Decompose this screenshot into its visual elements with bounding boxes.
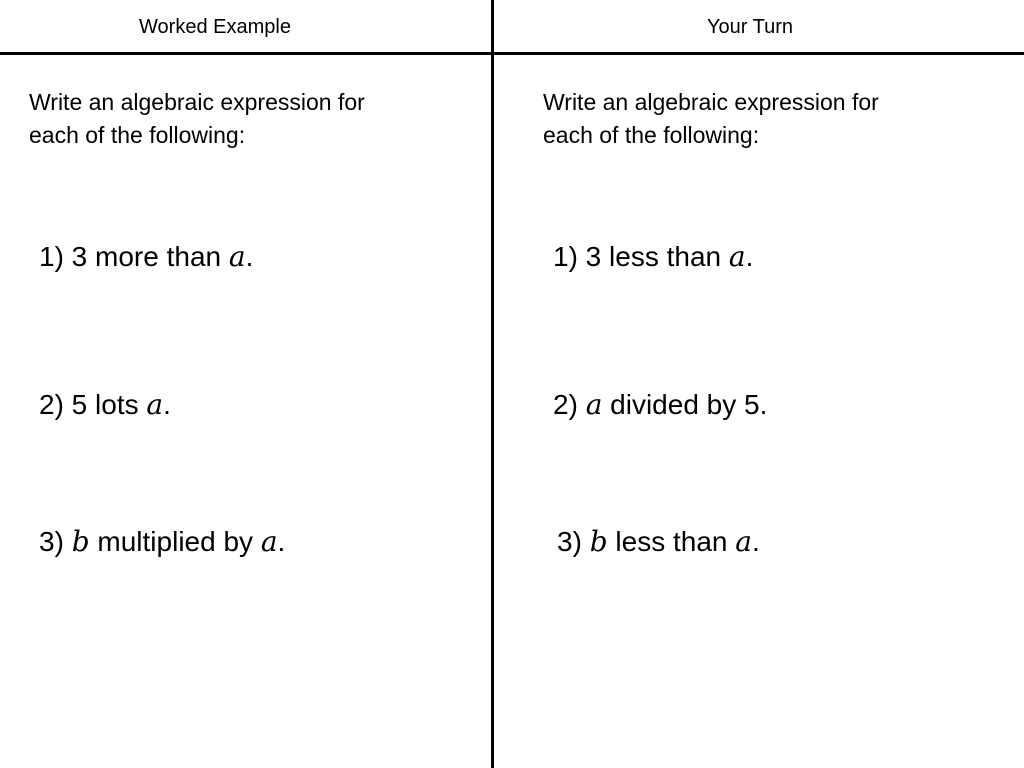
right-q3-variable-2: a xyxy=(735,525,752,558)
left-question-1 xyxy=(39,240,253,274)
left-q1-prefix: 1) 3 more than xyxy=(39,241,229,272)
header-divider xyxy=(0,52,1024,55)
right-q3-variable-1: b xyxy=(589,525,608,558)
your-turn-header: Your Turn xyxy=(707,16,793,38)
left-instruction xyxy=(29,86,429,152)
right-q1-prefix: 1) 3 less than xyxy=(553,241,729,272)
left-q2-prefix: 2) 5 lots xyxy=(39,389,147,420)
column-divider xyxy=(491,0,494,768)
right-q3-prefix: 3) xyxy=(557,526,590,557)
left-instruction-line-1: Write an algebraic expression for xyxy=(29,89,365,115)
right-q2-suffix: divided by 5. xyxy=(602,389,768,420)
right-q1-variable: a xyxy=(728,240,746,273)
worked-example-header: Worked Example xyxy=(139,16,291,38)
left-q1-variable: a xyxy=(228,240,246,273)
left-q3-middle: multiplied by xyxy=(89,526,261,557)
left-instruction-line-2: each of the following: xyxy=(29,122,246,148)
right-q1-suffix: . xyxy=(745,241,754,272)
right-question-3 xyxy=(557,525,760,559)
right-instruction-line-1: Write an algebraic expression for xyxy=(543,89,879,115)
right-question-1 xyxy=(553,240,753,274)
left-q2-suffix: . xyxy=(163,389,171,420)
right-question-2 xyxy=(553,388,767,422)
right-q2-prefix: 2) xyxy=(553,389,586,420)
right-q3-suffix: . xyxy=(751,526,760,557)
left-q3-suffix: . xyxy=(277,526,286,557)
left-q3-variable-1: b xyxy=(71,525,90,558)
left-q1-suffix: . xyxy=(245,241,254,272)
right-q2-variable: a xyxy=(585,388,603,421)
left-q2-variable: a xyxy=(146,388,164,421)
right-instruction xyxy=(543,86,943,152)
left-q3-prefix: 3) xyxy=(39,526,72,557)
right-q3-middle: less than xyxy=(607,526,736,557)
left-question-3 xyxy=(39,525,285,559)
left-question-2 xyxy=(39,388,171,422)
right-instruction-line-2: each of the following: xyxy=(543,122,760,148)
left-q3-variable-2: a xyxy=(260,525,278,558)
